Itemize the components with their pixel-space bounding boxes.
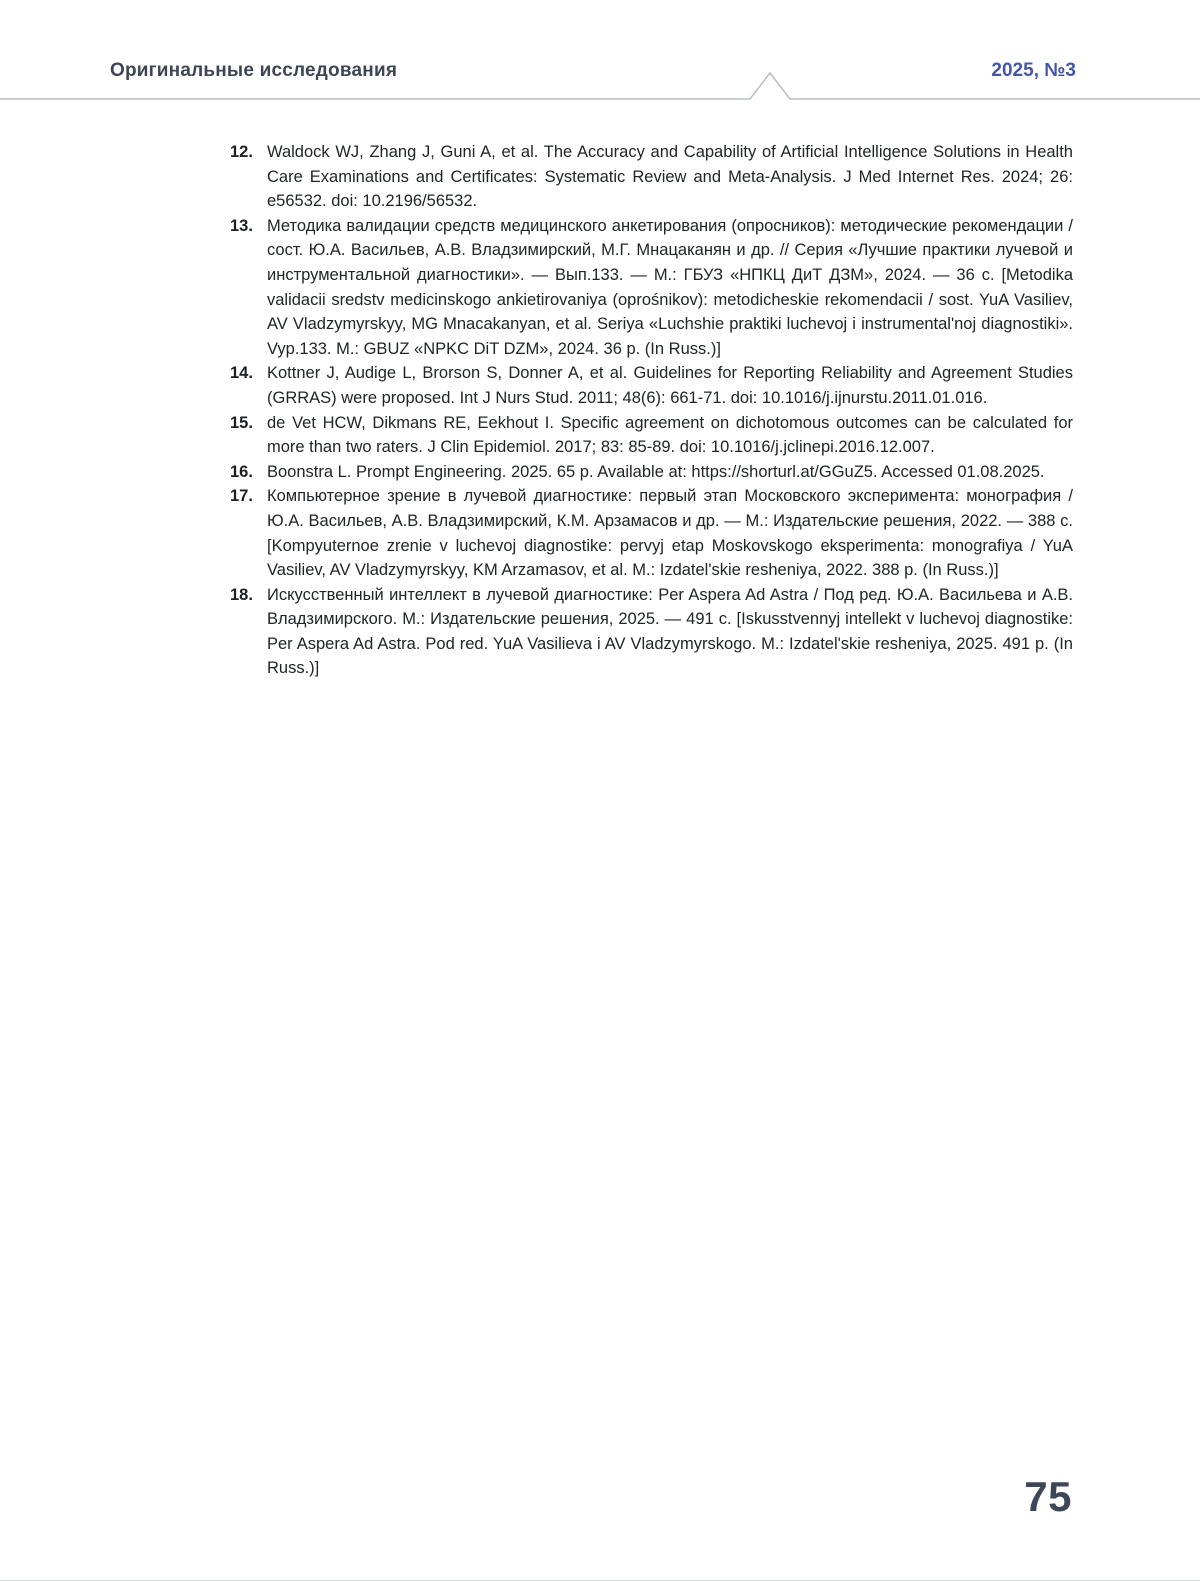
reference-text: Компьютерное зрение в лучевой диагностике: первый этап Московского эксперимента: монография / Ю.А. Васильев, А.В. Владзимирский, К.М. Арзамасов и др. — М.: Издательские решения, 2022. — 388 с. [Kompyuternoe zrenie v luchevoj diagnostike: pervyj etap Moskovskogo eksperimenta: monografiya / YuA Vasiliev, AV Vladzymyrskyy, KM Arzamasov, et al. M.: Izdatel'skie resheniya, 2022. 388 p. (In Russ.)] <box>267 487 1073 580</box>
pulse-peak-icon <box>0 66 1200 106</box>
reference-text: de Vet HCW, Dikmans RE, Eekhout I. Specific agreement on dichotomous outcomes can be calculated for more than two raters. J Clin Epidemiol. 2017; 83: 85-89. doi: 10.1016/j.jclinepi.2016.12.007. <box>267 413 1073 457</box>
reference-item <box>230 583 1073 681</box>
reference-text: Boonstra L. Prompt Engineering. 2025. 65 p. Available at: https://shorturl.at/GGuZ5. Accessed 01.08.2025. <box>267 462 1045 481</box>
reference-number: 14. <box>230 364 253 383</box>
reference-item <box>230 361 1073 410</box>
reference-number: 15. <box>230 413 253 432</box>
reference-number: 17. <box>230 487 253 506</box>
references-list <box>230 140 1073 681</box>
header-divider <box>0 66 1200 106</box>
reference-number: 16. <box>230 462 253 481</box>
reference-number: 12. <box>230 143 253 161</box>
reference-text: Методика валидации средств медицинского анкетирования (опросников): методические рекомендации / сост. Ю.А. Васильев, А.В. Владзимирский, М.Г. Мнацаканян и др. // Серия «Лучшие практики лучевой и инструментальной диагностики». — Вып.133. — М.: ГБУЗ «НПКЦ ДиТ ДЗМ», 2024. — 36 с. [Metodika validacii sredstv medicinskogo ankietirovaniya (oprośnikov): metodicheskie rekomendacii / sost. YuA Vasiliev, AV Vladzymyrskyy, MG Mnacakanyan, et al. Seriya «Luchshie praktiki luchevoj i instrumental'noj diagnostiki». Vyp.133. M.: GBUZ «NPKC DiT DZM», 2024. 36 p. (In Russ.)] <box>267 216 1073 358</box>
reference-item <box>230 460 1073 485</box>
reference-text: Kottner J, Audige L, Brorson S, Donner A, et al. Guidelines for Reporting Reliability and Agreement Studies (GRRAS) were proposed. Int J Nurs Stud. 2011; 48(6): 661-71. doi: 10.1016/j.ijnurstu.2011.01.016. <box>267 364 1073 407</box>
reference-text: Искусственный интеллект в лучевой диагностике: Per Aspera Ad Astra / Под ред. Ю.А. Васильева и А.В. Владзимирского. М.: Издательские решения, 2025. — 491 с. [Iskusstvennyj intellekt v luchevoj diagnostike: Per Aspera Ad Astra. Pod red. YuA Vasilieva i AV Vladzymyrskogo. M.: Izdatel'skie resheniya, 2025. 491 p. (In Russ.)] <box>267 585 1073 678</box>
issue-number: 2025, №3 <box>991 60 1076 81</box>
reference-text: Waldock WJ, Zhang J, Guni A, et al. The Accuracy and Capability of Artificial Intelligence Solutions in Health Care Examinations and Certificates: Systematic Review and Meta-Analysis. J Med Internet Res. 2024; 26: e56532. doi: 10.2196/56532. <box>267 143 1073 211</box>
reference-item <box>230 140 1073 214</box>
reference-item <box>230 484 1073 582</box>
reference-item <box>230 214 1073 362</box>
page-number: 75 <box>1024 1473 1072 1520</box>
reference-item <box>230 411 1073 460</box>
reference-number: 13. <box>230 216 253 235</box>
section-title: Оригинальные исследования <box>110 60 398 81</box>
reference-number: 18. <box>230 585 253 604</box>
